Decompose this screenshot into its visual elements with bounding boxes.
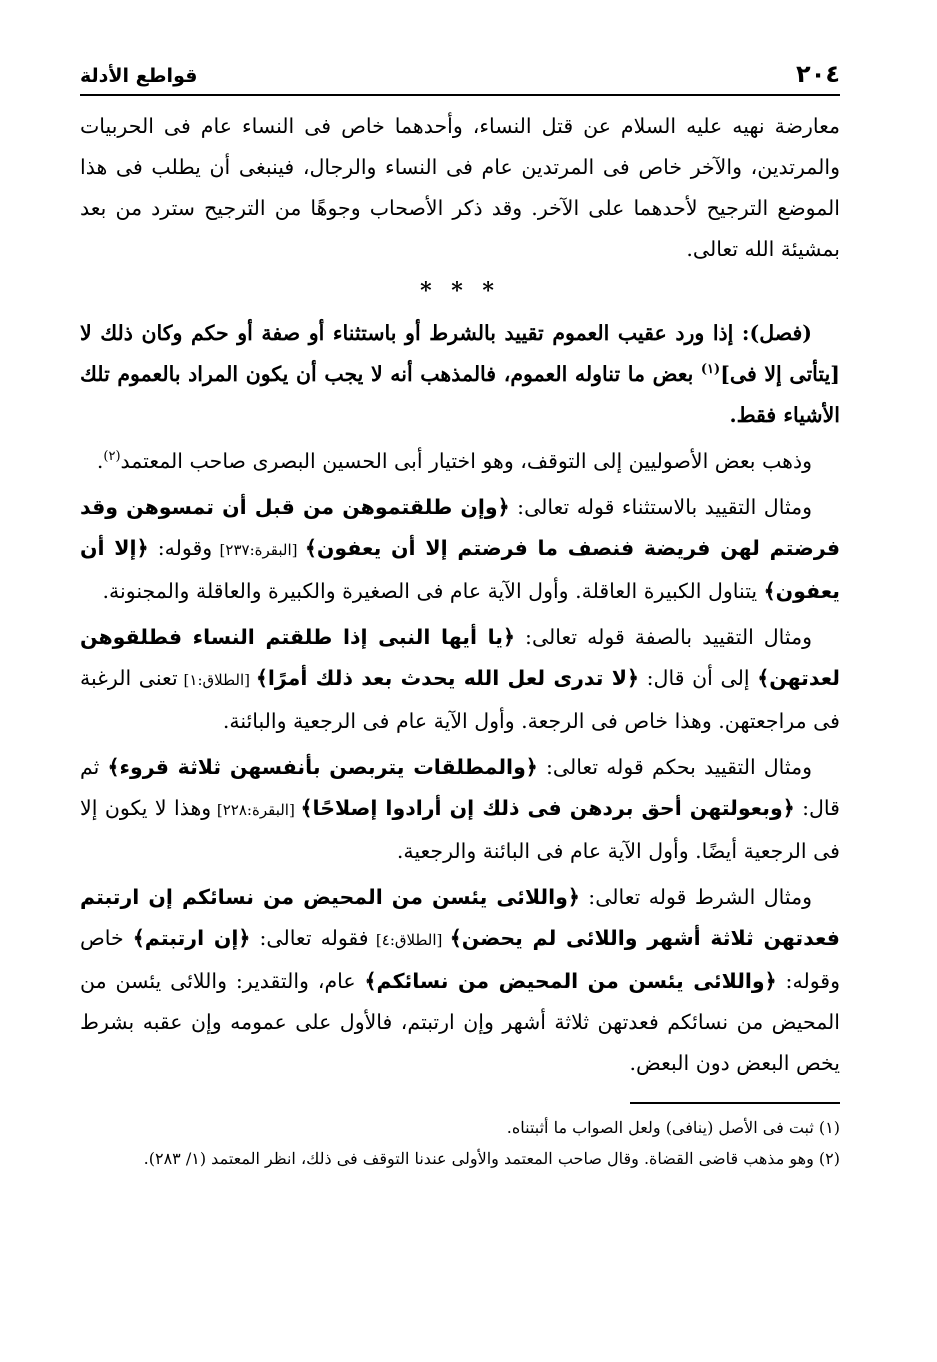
shart-text-a: ومثال الشرط قوله تعالى: [579,885,812,909]
istithna-text-b: وقوله: [148,536,213,560]
verse-reference: [الطلاق:٤] [368,931,450,949]
section-separator: * * * [420,278,500,304]
shart-text-b: فقوله تعالى: [250,926,369,950]
shart-text-c: خاص وقوله: [80,926,840,993]
header-rule [80,94,840,96]
footnote-ref-1[interactable]: (١) [700,362,721,378]
istithna-text-a: ومثال التقييد بالاستثناء قوله تعالى: [509,495,813,519]
paragraph-hukm [80,747,840,872]
quran-verse: ﴿واللائى يئسن من المحيض من نسائكم إن ارتبتم فعدتهن ثلاثة أشهر واللائى لم يحضن﴾ [80,885,840,950]
fasl-text-a: (فصل): إذا ورد عقيب العموم تقييد بالشرط أو باستثناء أو صفة أو حكم وكان ذلك لا [يتأتى إلا فى] [80,321,840,386]
fasl-text-b: بعض ما تناوله العموم، فالمذهب أنه لا يجب أن يكون المراد بالعموم تلك الأشياء فقط. [80,362,840,427]
document-page [80,60,840,1174]
paragraph-3-text-b: . [96,449,104,473]
paragraph-istithna [80,487,840,612]
quran-verse: ﴿واللائى يئسن من المحيض من نسائكم﴾ [364,969,777,993]
istithna-text-c: يتناول الكبيرة العاقلة. وأول الآية عام فى الصغيرة والكبيرة والعاقلة والمجنونة. [102,579,764,603]
verse-reference: [الطلاق:١] [177,671,256,689]
quran-verse: ﴿إلا أن يعفون﴾ [80,536,840,603]
footnote-1: (١) ثبت فى الأصل (ينافى) ولعل الصواب ما أثبتناه. [506,1118,840,1137]
hukm-text-b: ثم قال: [80,755,840,820]
main-text [80,106,840,1084]
hukm-text-a: ومثال التقييد بحكم قوله تعالى: [537,755,812,779]
footnote-2: (٢) وهو مذهب قاضى القضاة. وقال صاحب المعتمد والأولى عندنا التوقف فى ذلك، انظر المعتمد (١/ ٢٨٣). [143,1149,840,1168]
paragraph-1-text: معارضة نهيه عليه السلام عن قتل النساء، وأحدهما خاص فى النساء عام فى الحربيات والمرتدين، والآخر خاص فى المرتدين عام فى النساء والرجال، فينبغى أن يطلب فى هذا الموضع الترجيح لأحدهما على الآخر. وقد ذكر الأصحاب وجوهًا من الترجيح سترد من بعد بمشيئة الله تعالى. [80,114,840,261]
paragraph-fasl [80,313,840,436]
paragraph-3 [80,441,840,482]
footnote-rule [630,1102,840,1104]
quran-verse: ﴿والمطلقات يتربصن بأنفسهن ثلاثة قروء﴾ [107,755,538,779]
hukm-text-c: وهذا لا يكون إلا فى الرجعية أيضًا. وأول الآية عام فى البائنة والرجعية. [80,796,840,863]
verse-reference: [البقرة:٢٣٧] [212,541,305,559]
footnote-ref-2[interactable]: (٢) [103,449,121,465]
paragraph-sifa [80,617,840,742]
footnotes [80,1112,840,1174]
paragraph-3-text-a: وذهب بعض الأصوليين إلى التوقف، وهو اختيار أبى الحسين البصرى صاحب المعتمد [120,449,812,473]
quran-verse: ﴿وبعولتهن أحق بردهن فى ذلك إن أرادوا إصلاحًا﴾ [300,796,795,820]
quran-verse: ﴿يا أيها النبى إذا طلقتم النساء فطلقوهن لعدتهن﴾ [80,625,840,690]
quran-verse: ﴿وإن طلقتموهن من قبل أن تمسوهن وقد فرضتم لهن فريضة فنصف ما فرضتم إلا أن يعفون﴾ [80,495,841,560]
page-header [80,60,840,94]
quran-verse: ﴿لا تدرى لعل الله يحدث بعد ذلك أمرًا﴾ [255,666,640,690]
sifa-text-b: إلى أن قال: [639,666,758,690]
shart-text-d: عام، والتقدير: واللائى يئسن من المحيض من نسائكم فعدتهن ثلاثة أشهر وإن ارتبتم، فالأول على عمومه وإن عقبه بشرط يخص البعض دون البعض. [80,969,840,1075]
paragraph-shart [80,877,840,1084]
verse-reference: [البقرة:٢٢٨] [211,801,301,819]
sifa-text-a: ومثال التقييد بالصفة قوله تعالى: [515,625,812,649]
page-number: ٢٠٤ [796,60,840,88]
paragraph-1 [80,106,840,270]
quran-verse: ﴿إن ارتبتم﴾ [132,926,251,950]
book-title: قواطع الأدلة [80,65,198,87]
sifa-text-c: تعنى الرغبة فى مراجعتهن. وهذا خاص فى الرجعة. وأول الآية عام فى الرجعية والبائنة. [80,666,840,733]
